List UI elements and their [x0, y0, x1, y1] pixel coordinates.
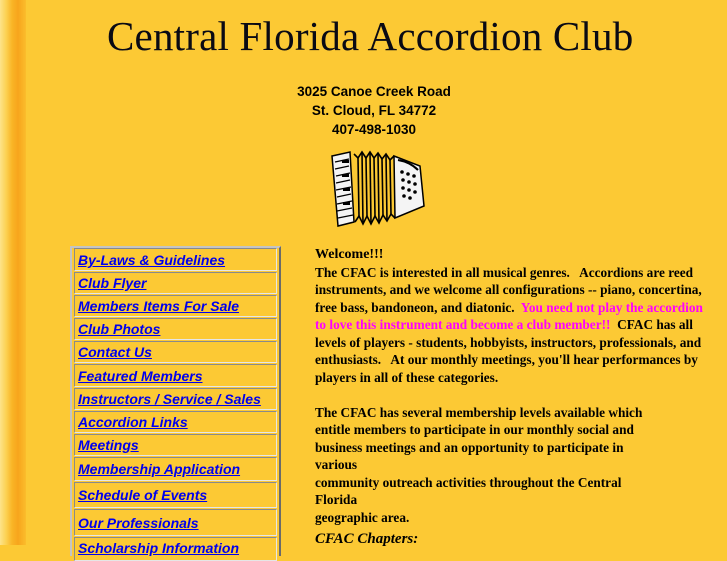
nav-link-members-items-for-sale[interactable]: Members Items For Sale	[74, 295, 277, 317]
nav-link-membership-application[interactable]: Membership Application	[74, 457, 277, 481]
sidebar-nav	[70, 246, 281, 556]
nav-link-contact-us[interactable]: Contact Us	[74, 341, 277, 363]
accordion-clipart	[328, 148, 428, 230]
membership-line-5: community outreach activities throughout the Central	[315, 474, 622, 490]
address-street: 3025 Canoe Creek Road	[297, 84, 451, 99]
chapters-heading: CFAC Chapters:	[315, 531, 419, 547]
nav-link-club-photos[interactable]: Club Photos	[74, 318, 277, 340]
left-stripe-edge	[26, 0, 30, 545]
nav-link-scholarship-information[interactable]: Scholarship Information	[74, 537, 277, 561]
address-city: St. Cloud, FL 34772	[311, 103, 437, 118]
left-gradient-stripe	[0, 0, 26, 545]
club-address	[274, 82, 474, 139]
membership-line-4: various	[315, 457, 358, 472]
paragraph-spacer	[315, 386, 707, 404]
membership-line-3: business meetings and an opportunity to participate in	[315, 439, 624, 455]
nav-link-accordion-links[interactable]: Accordion Links	[74, 411, 277, 433]
nav-link-featured-members[interactable]: Featured Members	[74, 364, 277, 387]
membership-line-2: entitle members to participate in our monthly social and	[315, 422, 634, 437]
intro-paragraph	[315, 264, 707, 387]
membership-line-6: Florida	[315, 492, 358, 507]
intro-text-highlight: You need not play the accordion to love this instrument and become a club member!!	[315, 299, 703, 332]
welcome-heading: Welcome!!!	[315, 247, 384, 262]
nav-link-meetings[interactable]: Meetings	[74, 434, 277, 456]
nav-link-instructors[interactable]: Instructors / Service / Sales	[74, 388, 277, 410]
intro-text-part1: The CFAC is interested in all musical genres. Accordions are reed instruments, and we welcome all configurations -- piano, concertina, free bass, bandoneon, and diatonic.	[315, 264, 706, 315]
membership-line-1: The CFAC has several membership levels available which	[315, 404, 643, 420]
nav-link-bylaws[interactable]: By-Laws & Guidelines	[74, 248, 277, 271]
nav-link-club-flyer[interactable]: Club Flyer	[74, 272, 277, 294]
intro-text-part2: CFAC has all levels of players - students, hobbyists, instructors, professionals, and enthusiasts. At our monthly meetings, you'll hear performances by players in all of these categories.	[315, 317, 705, 385]
welcome-content	[315, 246, 707, 526]
membership-paragraph	[315, 404, 707, 527]
address-phone: 407-498-1030	[331, 122, 417, 137]
membership-line-7: geographic area.	[315, 509, 410, 525]
nav-link-schedule-of-events[interactable]: Schedule of Events	[74, 482, 277, 508]
nav-link-our-professionals[interactable]: Our Professionals	[74, 509, 277, 536]
site-title: Central Florida Accordion Club	[107, 13, 634, 59]
